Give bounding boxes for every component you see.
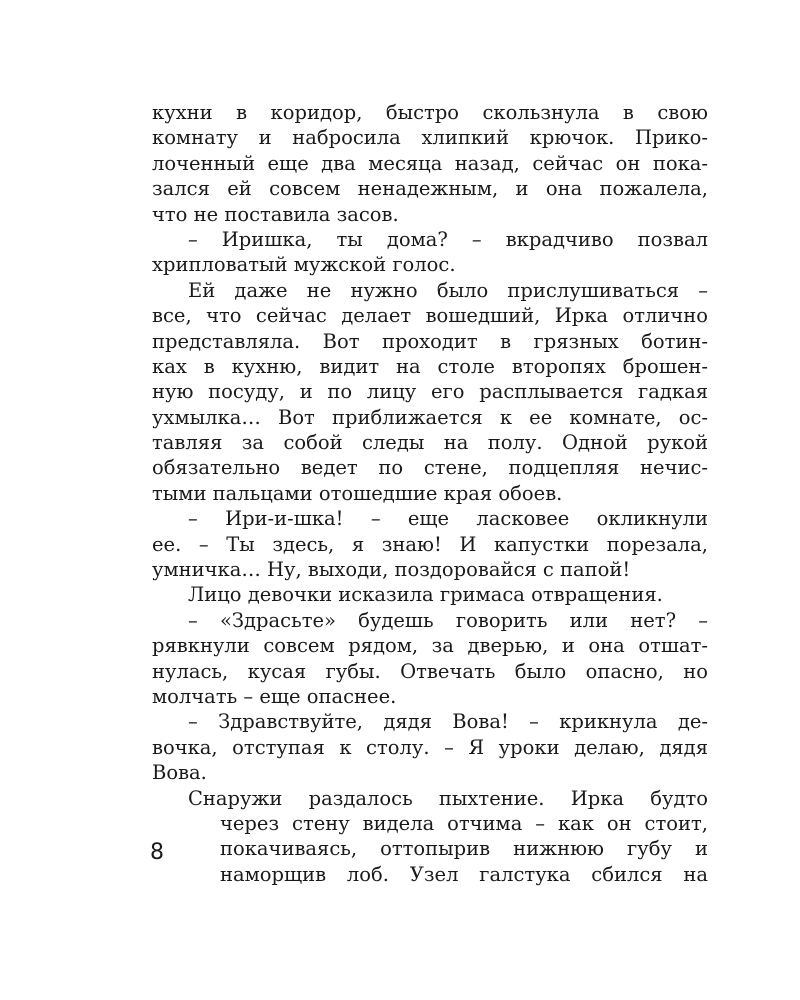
text-line: – Ири-и-шка! – еще ласковее окликнули	[188, 507, 708, 531]
text-line: – «Здрасьте» будешь говорить или нет? –	[188, 608, 708, 632]
text-line: молчать – еще опаснее.	[152, 684, 397, 708]
text-line: – Здравствуйте, дядя Вова! – крикнула де-	[188, 710, 708, 734]
text-line: ках в кухню, видит на столе второпях брошен-	[152, 354, 708, 378]
text-line: лоченный еще два месяца назад, сейчас он пока-	[152, 151, 708, 175]
page-text-block	[152, 100, 708, 887]
text-line: Снаружи раздалось пыхтение. Ирка будто	[188, 786, 708, 810]
text-line: что не поставила засов.	[152, 202, 399, 226]
text-line: тавляя за собой следы на полу. Одной рукой	[152, 431, 708, 455]
text-line: ее. – Ты здесь, я знаю! И капустки порезала,	[152, 532, 708, 556]
text-line: наморщив лоб. Узел галстука сбился на	[220, 862, 708, 886]
text-line: вочка, отступая к столу. – Я уроки делаю, дядя	[152, 735, 708, 759]
text-line: Вова.	[152, 761, 207, 785]
text-line: – Иришка, ты дома? – вкрадчиво позвал	[188, 227, 708, 251]
text-line: умничка… Ну, выходи, поздоровайся с папой!	[152, 558, 631, 582]
text-line: нулась, кусая губы. Отвечать было опасно, но	[152, 659, 708, 683]
text-line: через стену видела отчима – как он стоит,	[220, 811, 708, 835]
text-line: представляла. Вот проходит в грязных ботин-	[152, 329, 708, 353]
text-line: хрипловатый мужской голос.	[152, 253, 456, 277]
text-line: все, что сейчас делает вошедший, Ирка отлично	[152, 304, 708, 328]
text-line: ную посуду, и по лицу его расплывается гадкая	[152, 380, 708, 404]
text-line: покачиваясь, оттопырив нижнюю губу и	[220, 837, 708, 861]
text-line: комнату и набросила хлипкий крючок. Прико-	[152, 126, 708, 150]
text-line: Ей даже не нужно было прислушиваться –	[188, 278, 708, 302]
text-line: рявкнули совсем рядом, за дверью, и она отшат-	[152, 634, 708, 658]
text-line: зался ей совсем ненадежным, и она пожалела,	[152, 177, 708, 201]
text-line: ухмылка… Вот приближается к ее комнате, ос-	[152, 405, 708, 429]
text-line: тыми пальцами отошедшие края обоев.	[152, 481, 563, 505]
page-number: 8	[150, 840, 164, 865]
text-line: обязательно ведет по стене, подцепляя нечис-	[152, 456, 708, 480]
text-line: кухни в коридор, быстро скользнула в свою	[152, 101, 708, 124]
text-line: Лицо девочки исказила гримаса отвращения.	[188, 583, 663, 607]
